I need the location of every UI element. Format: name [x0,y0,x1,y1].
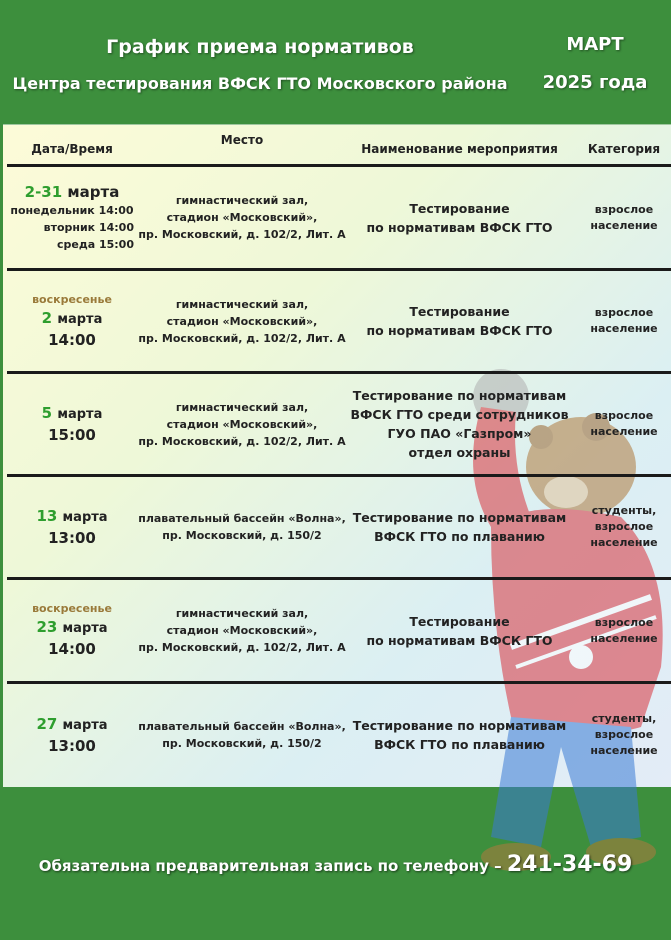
header [0,0,671,122]
category-cell: взрослое население [590,306,658,335]
event-cell: Тестирование по нормативам ВФСК ГТО по плаванию [352,718,567,752]
event-cell: Тестирование по нормативам ВФСК ГТО [366,613,553,648]
date-month: марта [62,717,108,733]
date-number: 2-31 [24,183,63,201]
column-header-date: Дата/Время [31,142,113,156]
time-line: среда 15:00 [56,238,134,251]
phone-number: 241-34-69 [506,852,633,877]
date-number: 5 [41,403,53,422]
time-line: понедельник 14:00 [10,204,134,217]
place-cell: плавательный бассейн «Волна», пр. Московский, д. 150/2 [138,512,346,542]
month-label: МАРТ [566,34,624,55]
time-label: 14:00 [48,640,96,658]
date-cell [7,477,137,577]
date-cell [7,684,137,786]
event-cell: Тестирование по нормативам ВФСК ГТО среди сотрудников ГУО ПАО «Газпром» отдел охраны [350,388,569,460]
date-number: 2 [41,308,53,327]
date-cell [7,271,137,371]
category-cell: студенты, взрослое население [590,712,658,757]
column-header-category: Категория [587,142,661,156]
table-row [7,580,671,681]
date-number: 23 [36,618,58,636]
table-row [7,684,671,786]
date-cell [7,374,137,474]
place-cell: гимнастический зал, стадион «Московский», пр. Московский, д. 102/2, Лит. А [138,194,346,241]
column-header-place: Место [220,133,264,147]
time-label: 13:00 [48,528,96,547]
year-label: 2025 года [542,72,648,93]
event-cell: Тестирование по нормативам ВФСК ГТО по плаванию [352,510,567,544]
time-line: вторник 14:00 [43,221,134,234]
event-cell: Тестирование по нормативам ВФСК ГТО [366,200,553,235]
date-number: 27 [36,714,58,733]
date-cell [7,580,137,681]
footer-text: Обязательна предварительная запись по телефону – [38,857,502,875]
table-row [7,477,671,577]
weekday-label: воскресенье [32,292,112,306]
date-month: марта [62,509,108,525]
category-cell: студенты, взрослое население [590,504,658,549]
page-title: График приема нормативов [106,36,414,58]
table-row [7,271,671,371]
place-cell: гимнастический зал, стадион «Московский», пр. Московский, д. 102/2, Лит. А [138,297,346,345]
place-cell: плавательный бассейн «Волна», пр. Московский, д. 150/2 [138,720,346,750]
footer-note [0,852,671,877]
event-cell: Тестирование по нормативам ВФСК ГТО [366,304,553,338]
category-cell: взрослое население [590,202,658,232]
time-label: 15:00 [48,425,96,444]
category-cell: взрослое население [590,409,658,438]
date-month: марта [62,621,108,636]
table-row [7,167,671,268]
category-cell: взрослое население [590,615,658,645]
column-header-event: Наименование мероприятия [361,142,558,156]
date-number: 13 [36,506,58,525]
table-row [7,374,671,474]
date-month: марта [57,406,103,422]
time-label: 13:00 [48,736,96,755]
time-label: 14:00 [48,330,96,349]
weekday-label: воскресенье [32,602,112,615]
place-cell: гимнастический зал, стадион «Московский», пр. Московский, д. 102/2, Лит. А [138,607,346,654]
date-month: марта [67,183,120,201]
date-month: марта [57,311,103,327]
place-cell: гимнастический зал, стадион «Московский», пр. Московский, д. 102/2, Лит. А [138,400,346,448]
date-cell [7,167,137,268]
page-subtitle: Центра тестирования ВФСК ГТО Московского района [12,74,508,93]
